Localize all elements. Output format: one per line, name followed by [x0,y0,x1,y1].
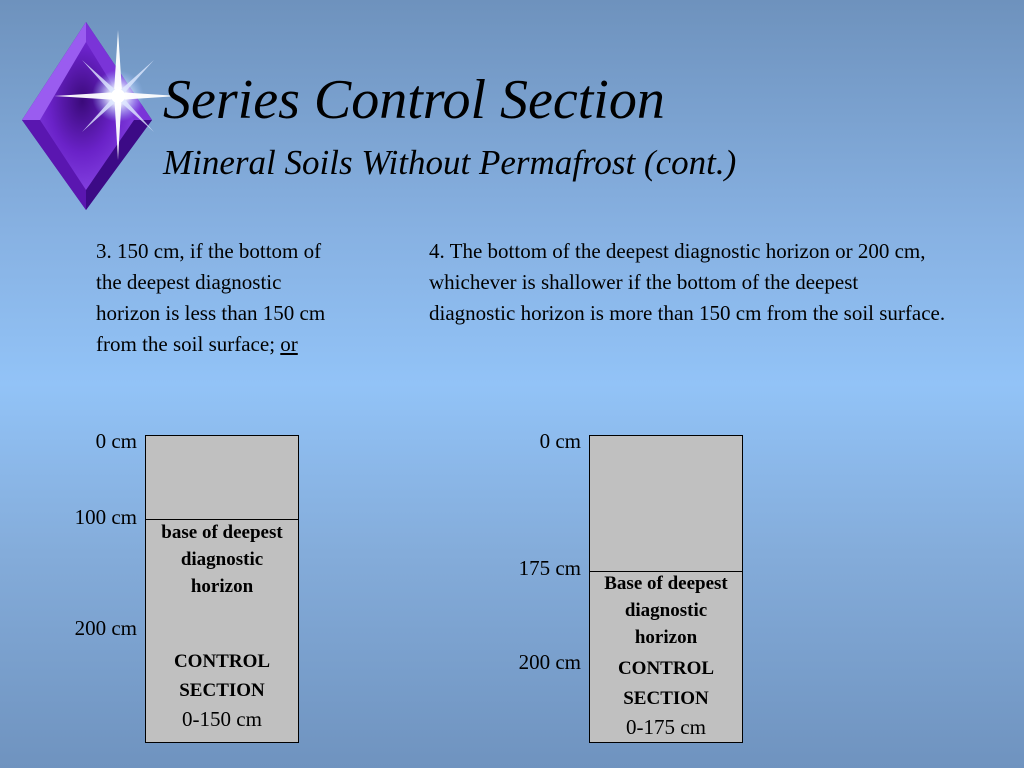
depth-label-1: 100 cm [74,505,137,529]
control-section-range: 0-150 cm [182,707,262,731]
horizon-label-line: Base of deepest [604,573,728,594]
horizon-label-line: horizon [634,627,698,648]
control-section-range: 0-175 cm [626,715,706,739]
item-3-body: 3. 150 cm, if the bottom of the deepest diagnostic horizon is less than 150 cm from the soil surface; [96,239,326,356]
depth-label-0: 0 cm [539,429,581,453]
control-label-line: CONTROL [173,651,271,672]
control-section-label [146,647,298,705]
horizon-label-line: diagnostic [624,600,708,621]
page-subtitle: Mineral Soils Without Permafrost (cont.) [163,143,737,182]
control-label-line: SECTION [623,688,709,709]
purple-diamond-star-icon [20,20,180,214]
depth-label-1: 175 cm [518,556,581,580]
control-section-label [590,654,742,714]
horizon-label-line: horizon [190,576,254,597]
page-title: Series Control Section [163,69,665,131]
item-4-text: 4. The bottom of the deepest diagnostic horizon or 200 cm, whichever is shallower if the bottom of the deepest diagnostic horizon is more than 150 cm from the soil surface. [429,239,946,325]
soil-column-left [145,435,299,743]
horizon-label [146,519,298,600]
depth-label-0: 0 cm [95,429,137,453]
control-label-line: CONTROL [617,658,715,679]
item-3-or: or [280,332,298,356]
soil-column-right [589,435,743,743]
horizon-label-line: diagnostic [180,549,264,570]
depth-label-2: 200 cm [518,650,581,674]
control-label-line: SECTION [179,680,265,701]
horizon-label-line: base of deepest [161,522,283,543]
horizon-label [590,570,742,651]
depth-label-2: 200 cm [74,616,137,640]
item-3-text [96,236,346,360]
